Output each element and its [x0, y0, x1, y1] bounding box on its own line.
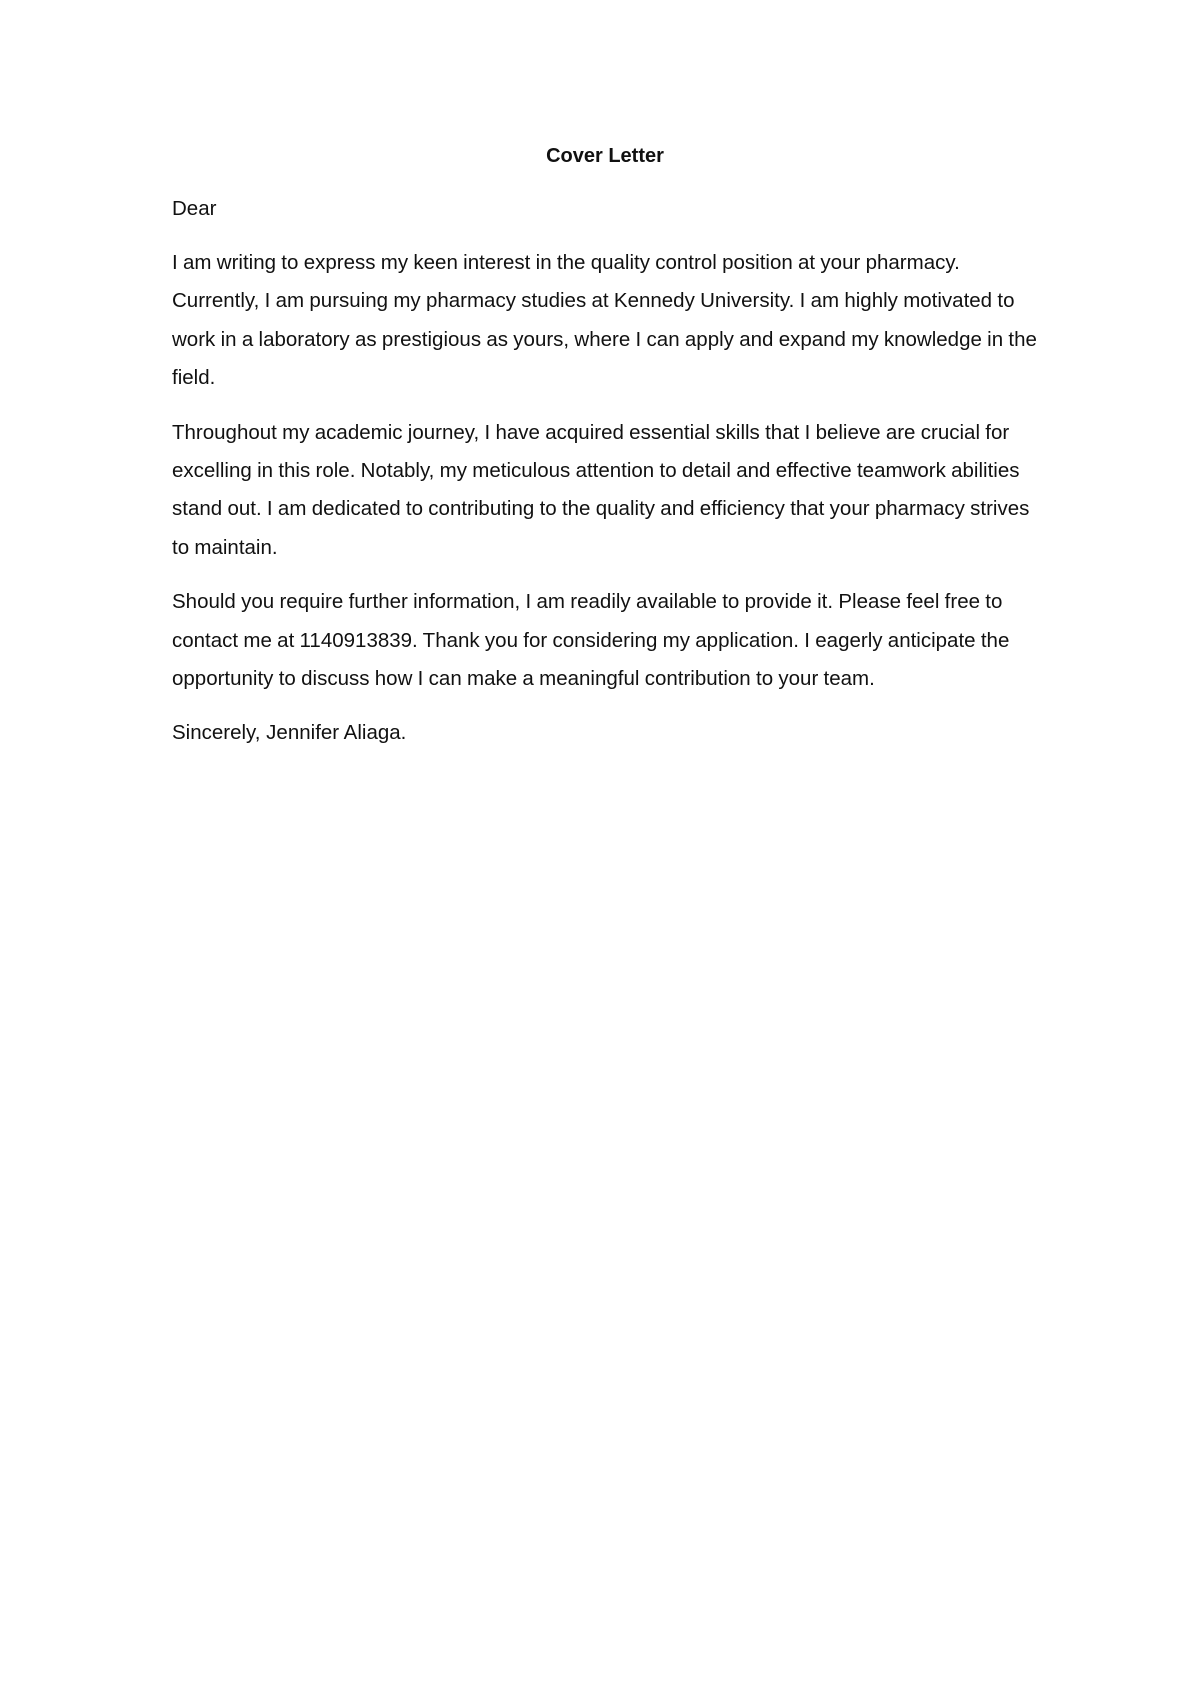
letter-body: [172, 138, 1038, 752]
page-title: Cover Letter: [546, 145, 664, 167]
greeting: Dear: [172, 197, 217, 220]
paragraph-intro: I am writing to express my keen interest in the quality control position at your pharmacy. Currently, I am pursuing my pharmacy studies at Kennedy University. I am highly motivated to work in a laboratory as prestigious as yours, where I can apply and expand my knowledge in the field.: [172, 251, 1037, 390]
paragraph-contact: Should you require further information, I am readily available to provide it. Please feel free to contact me at 1140913839. Thank you for considering my application. I eagerly anticipate the opportunity to discuss how I can make a meaningful contribution to your team.: [172, 590, 1010, 691]
paragraph-skills: Throughout my academic journey, I have acquired essential skills that I believe are crucial for excelling in this role. Notably, my meticulous attention to detail and effective teamwork abilities stand out. I am dedicated to contributing to the quality and efficiency that your pharmacy strives to maintain.: [172, 420, 1030, 559]
closing-signature: Sincerely, Jennifer Aliaga.: [172, 721, 407, 745]
